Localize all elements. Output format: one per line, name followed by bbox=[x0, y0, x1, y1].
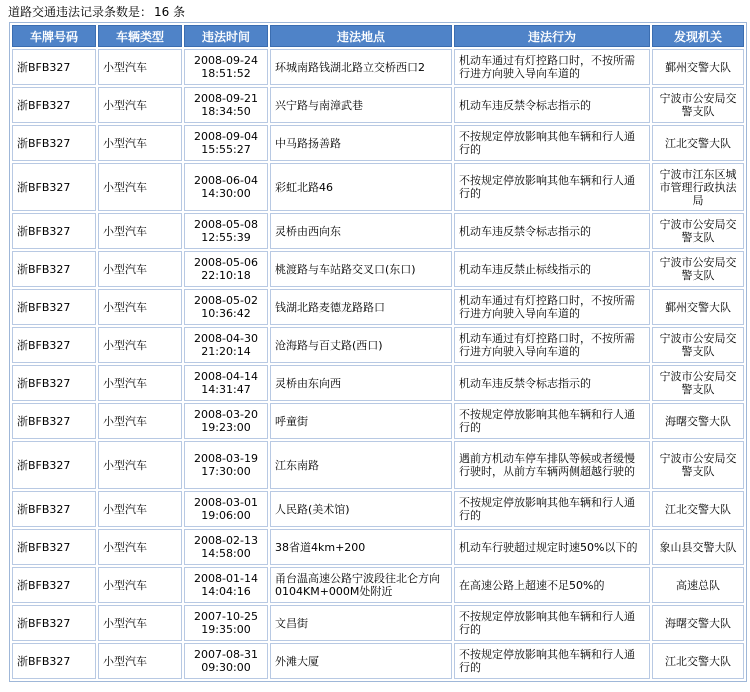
table-header-row bbox=[12, 25, 744, 47]
summary-label: 道路交通违法记录条数是： bbox=[8, 5, 153, 19]
cell-violation-time bbox=[184, 567, 268, 603]
cell-plate bbox=[12, 327, 96, 363]
cell-violation-act bbox=[454, 491, 650, 527]
cell-violation-place-place: 桃渡路与车站路交叉口(东口) bbox=[275, 262, 416, 276]
cell-violation-place bbox=[270, 49, 452, 85]
cell-violation-act bbox=[454, 567, 650, 603]
cell-plate bbox=[12, 163, 96, 211]
cell-vehicle-type-type: 小型汽车 bbox=[103, 136, 147, 150]
cell-violation-time bbox=[184, 251, 268, 287]
cell-violation-place bbox=[270, 125, 452, 161]
cell-vehicle-type bbox=[98, 643, 182, 679]
cell-violation-place-place: 文昌街 bbox=[275, 616, 308, 630]
cell-authority-org: 江北交警大队 bbox=[665, 502, 731, 516]
cell-plate-plate: 浙BFB327 bbox=[17, 98, 71, 112]
cell-plate bbox=[12, 49, 96, 85]
cell-authority-org: 鄞州交警大队 bbox=[665, 60, 731, 74]
cell-violation-place-place: 钱湖北路麦德龙路路口 bbox=[275, 300, 385, 314]
cell-violation-place-place: 灵桥由西向东 bbox=[275, 224, 341, 238]
cell-violation-time-time: 14:04:16 bbox=[201, 585, 251, 598]
cell-vehicle-type bbox=[98, 441, 182, 489]
cell-violation-place-place: 甬台温高速公路宁波段往北仑方向0104KM+000M处附近 bbox=[275, 572, 440, 598]
cell-violation-time-time: 21:20:14 bbox=[201, 345, 251, 358]
cell-plate bbox=[12, 125, 96, 161]
cell-violation-act-act: 机动车违反禁令标志指示的 bbox=[459, 376, 591, 390]
cell-plate-plate: 浙BFB327 bbox=[17, 458, 71, 472]
cell-violation-place-place: 彩虹北路46 bbox=[275, 180, 333, 194]
cell-violation-time bbox=[184, 643, 268, 679]
cell-vehicle-type-type: 小型汽车 bbox=[103, 578, 147, 592]
cell-plate-plate: 浙BFB327 bbox=[17, 578, 71, 592]
table-row bbox=[12, 327, 744, 363]
cell-authority bbox=[652, 567, 744, 603]
cell-vehicle-type bbox=[98, 567, 182, 603]
cell-violation-place bbox=[270, 365, 452, 401]
cell-plate-plate: 浙BFB327 bbox=[17, 300, 71, 314]
cell-violation-time-date: 2008-02-13 bbox=[194, 534, 258, 547]
cell-violation-place-place: 中马路扬善路 bbox=[275, 136, 341, 150]
cell-violation-time-time: 14:58:00 bbox=[201, 547, 251, 560]
cell-vehicle-type bbox=[98, 529, 182, 565]
cell-authority-org: 海曙交警大队 bbox=[665, 616, 731, 630]
cell-violation-time-date: 2008-09-04 bbox=[194, 130, 258, 143]
cell-violation-time bbox=[184, 605, 268, 641]
cell-violation-place-place: 外滩大厦 bbox=[275, 654, 319, 668]
cell-violation-place bbox=[270, 327, 452, 363]
cell-vehicle-type bbox=[98, 365, 182, 401]
cell-violation-act-act: 机动车通过有灯控路口时，不按所需行进方向驶入导向车道的 bbox=[459, 294, 635, 320]
cell-violation-act bbox=[454, 365, 650, 401]
cell-plate-plate: 浙BFB327 bbox=[17, 616, 71, 630]
cell-violation-time-time: 22:10:18 bbox=[201, 269, 251, 282]
cell-violation-time-date: 2008-05-08 bbox=[194, 218, 258, 231]
cell-plate-plate: 浙BFB327 bbox=[17, 376, 71, 390]
table-row bbox=[12, 365, 744, 401]
cell-vehicle-type-type: 小型汽车 bbox=[103, 458, 147, 472]
cell-vehicle-type-type: 小型汽车 bbox=[103, 224, 147, 238]
cell-violation-time-date: 2007-08-31 bbox=[194, 648, 258, 661]
cell-violation-time-date: 2008-06-04 bbox=[194, 174, 258, 187]
cell-violation-act bbox=[454, 125, 650, 161]
table-row bbox=[12, 403, 744, 439]
cell-authority bbox=[652, 529, 744, 565]
cell-violation-place bbox=[270, 529, 452, 565]
table-row bbox=[12, 163, 744, 211]
cell-plate-plate: 浙BFB327 bbox=[17, 338, 71, 352]
cell-violation-place-place: 沧海路与百丈路(西口) bbox=[275, 338, 383, 352]
cell-violation-time-time: 14:30:00 bbox=[201, 187, 251, 200]
cell-violation-time-date: 2008-05-06 bbox=[194, 256, 258, 269]
table-row bbox=[12, 125, 744, 161]
cell-vehicle-type-type: 小型汽车 bbox=[103, 98, 147, 112]
cell-plate bbox=[12, 403, 96, 439]
cell-authority bbox=[652, 49, 744, 85]
cell-authority bbox=[652, 125, 744, 161]
table-row bbox=[12, 567, 744, 603]
cell-vehicle-type-type: 小型汽车 bbox=[103, 180, 147, 194]
cell-vehicle-type bbox=[98, 491, 182, 527]
cell-violation-place-place: 38省道4km+200 bbox=[275, 540, 366, 554]
cell-violation-time-time: 18:51:52 bbox=[201, 67, 251, 80]
cell-plate-plate: 浙BFB327 bbox=[17, 540, 71, 554]
cell-authority bbox=[652, 251, 744, 287]
cell-violation-act-act: 遇前方机动车停车排队等候或者缓慢行驶时，从前方车辆两侧超越行驶的 bbox=[459, 452, 635, 478]
cell-violation-place bbox=[270, 567, 452, 603]
cell-violation-act-act: 不按规定停放影响其他车辆和行人通行的 bbox=[459, 130, 635, 156]
cell-vehicle-type bbox=[98, 327, 182, 363]
cell-authority bbox=[652, 441, 744, 489]
cell-violation-time-time: 10:36:42 bbox=[201, 307, 251, 320]
cell-violation-act-act: 不按规定停放影响其他车辆和行人通行的 bbox=[459, 496, 635, 522]
cell-vehicle-type-type: 小型汽车 bbox=[103, 338, 147, 352]
header-vehicle-type: 车辆类型 bbox=[98, 25, 182, 47]
cell-violation-time bbox=[184, 213, 268, 249]
cell-vehicle-type bbox=[98, 125, 182, 161]
cell-plate-plate: 浙BFB327 bbox=[17, 224, 71, 238]
cell-violation-time-date: 2007-10-25 bbox=[194, 610, 258, 623]
cell-plate bbox=[12, 251, 96, 287]
cell-authority bbox=[652, 289, 744, 325]
cell-violation-time-time: 17:30:00 bbox=[201, 465, 251, 478]
cell-violation-time bbox=[184, 491, 268, 527]
cell-plate-plate: 浙BFB327 bbox=[17, 654, 71, 668]
cell-violation-time bbox=[184, 163, 268, 211]
cell-violation-place bbox=[270, 491, 452, 527]
cell-authority-org: 江北交警大队 bbox=[665, 136, 731, 150]
summary-count: 16 条 bbox=[154, 5, 186, 19]
header-violation-act: 违法行为 bbox=[454, 25, 650, 47]
cell-violation-place-place: 呼童街 bbox=[275, 414, 308, 428]
cell-violation-place bbox=[270, 605, 452, 641]
cell-vehicle-type bbox=[98, 87, 182, 123]
cell-violation-act-act: 机动车行驶超过规定时速50%以下的 bbox=[459, 540, 638, 554]
cell-violation-place-place: 江东南路 bbox=[275, 458, 319, 472]
cell-vehicle-type bbox=[98, 251, 182, 287]
cell-vehicle-type-type: 小型汽车 bbox=[103, 414, 147, 428]
cell-violation-act bbox=[454, 87, 650, 123]
cell-violation-time bbox=[184, 289, 268, 325]
cell-plate-plate: 浙BFB327 bbox=[17, 414, 71, 428]
cell-violation-time bbox=[184, 125, 268, 161]
cell-vehicle-type-type: 小型汽车 bbox=[103, 654, 147, 668]
cell-plate bbox=[12, 529, 96, 565]
header-plate: 车牌号码 bbox=[12, 25, 96, 47]
cell-vehicle-type bbox=[98, 403, 182, 439]
cell-violation-time-time: 19:35:00 bbox=[201, 623, 251, 636]
cell-authority-org: 象山县交警大队 bbox=[659, 540, 737, 554]
cell-plate bbox=[12, 289, 96, 325]
header-violation-time: 违法时间 bbox=[184, 25, 268, 47]
cell-plate-plate: 浙BFB327 bbox=[17, 262, 71, 276]
cell-vehicle-type bbox=[98, 289, 182, 325]
cell-violation-time-time: 15:55:27 bbox=[201, 143, 251, 156]
cell-plate-plate: 浙BFB327 bbox=[17, 136, 71, 150]
cell-violation-act bbox=[454, 251, 650, 287]
cell-vehicle-type-type: 小型汽车 bbox=[103, 616, 147, 630]
cell-violation-time-time: 19:23:00 bbox=[201, 421, 251, 434]
cell-violation-time-date: 2008-09-21 bbox=[194, 92, 258, 105]
cell-violation-time-date: 2008-04-30 bbox=[194, 332, 258, 345]
cell-violation-act-act: 机动车违反禁令标志指示的 bbox=[459, 224, 591, 238]
cell-violation-time-date: 2008-04-14 bbox=[194, 370, 258, 383]
table-row bbox=[12, 441, 744, 489]
cell-violation-act bbox=[454, 643, 650, 679]
cell-vehicle-type-type: 小型汽车 bbox=[103, 540, 147, 554]
cell-plate bbox=[12, 213, 96, 249]
cell-vehicle-type bbox=[98, 163, 182, 211]
cell-violation-time-time: 14:31:47 bbox=[201, 383, 251, 396]
cell-plate-plate: 浙BFB327 bbox=[17, 60, 71, 74]
table-row bbox=[12, 213, 744, 249]
cell-violation-place bbox=[270, 403, 452, 439]
cell-authority-org: 宁波市江东区城市管理行政执法局 bbox=[659, 167, 737, 207]
cell-violation-time-date: 2008-03-01 bbox=[194, 496, 258, 509]
header-violation-place: 违法地点 bbox=[270, 25, 452, 47]
cell-authority bbox=[652, 213, 744, 249]
cell-vehicle-type-type: 小型汽车 bbox=[103, 376, 147, 390]
table-row bbox=[12, 87, 744, 123]
table-row bbox=[12, 49, 744, 85]
cell-violation-time-date: 2008-03-19 bbox=[194, 452, 258, 465]
table-row bbox=[12, 289, 744, 325]
cell-authority-org: 宁波市公安局交警支队 bbox=[659, 92, 737, 118]
cell-violation-time-time: 12:55:39 bbox=[201, 231, 251, 244]
cell-violation-act bbox=[454, 605, 650, 641]
cell-plate bbox=[12, 491, 96, 527]
cell-violation-place bbox=[270, 289, 452, 325]
cell-violation-place bbox=[270, 87, 452, 123]
cell-violation-time bbox=[184, 327, 268, 363]
cell-violation-act-act: 在高速公路上超速不足50%的 bbox=[459, 578, 605, 592]
cell-violation-time-time: 19:06:00 bbox=[201, 509, 251, 522]
table-row bbox=[12, 605, 744, 641]
cell-plate bbox=[12, 441, 96, 489]
cell-authority-org: 江北交警大队 bbox=[665, 654, 731, 668]
cell-violation-place bbox=[270, 643, 452, 679]
cell-violation-place-place: 环城南路钱湖北路立交桥西口2 bbox=[275, 60, 425, 74]
cell-violation-place-place: 灵桥由东向西 bbox=[275, 376, 341, 390]
cell-authority-org: 宁波市公安局交警支队 bbox=[659, 218, 737, 244]
cell-violation-act bbox=[454, 289, 650, 325]
cell-violation-act-act: 不按规定停放影响其他车辆和行人通行的 bbox=[459, 408, 635, 434]
cell-authority-org: 高速总队 bbox=[676, 578, 720, 592]
table-row bbox=[12, 643, 744, 679]
cell-authority-org: 宁波市公安局交警支队 bbox=[659, 256, 737, 282]
record-count-summary bbox=[8, 4, 185, 20]
table-row bbox=[12, 491, 744, 527]
cell-plate bbox=[12, 567, 96, 603]
cell-violation-act bbox=[454, 49, 650, 85]
cell-authority bbox=[652, 403, 744, 439]
cell-violation-place bbox=[270, 441, 452, 489]
cell-violation-time bbox=[184, 49, 268, 85]
cell-plate bbox=[12, 365, 96, 401]
cell-violation-act bbox=[454, 213, 650, 249]
cell-plate-plate: 浙BFB327 bbox=[17, 502, 71, 516]
violations-table bbox=[9, 22, 747, 682]
header-authority: 发现机关 bbox=[652, 25, 744, 47]
cell-violation-act bbox=[454, 529, 650, 565]
cell-authority bbox=[652, 163, 744, 211]
table-row bbox=[12, 251, 744, 287]
cell-violation-place bbox=[270, 163, 452, 211]
cell-violation-time bbox=[184, 403, 268, 439]
cell-vehicle-type bbox=[98, 605, 182, 641]
cell-violation-time-date: 2008-05-02 bbox=[194, 294, 258, 307]
cell-violation-place-place: 兴宁路与南漳武巷 bbox=[275, 98, 363, 112]
cell-violation-act-act: 机动车通过有灯控路口时，不按所需行进方向驶入导向车道的 bbox=[459, 54, 635, 80]
cell-authority bbox=[652, 605, 744, 641]
cell-authority-org: 鄞州交警大队 bbox=[665, 300, 731, 314]
cell-violation-time bbox=[184, 441, 268, 489]
cell-violation-act-act: 机动车违反禁令标志指示的 bbox=[459, 98, 591, 112]
cell-plate bbox=[12, 643, 96, 679]
cell-violation-act-act: 不按规定停放影响其他车辆和行人通行的 bbox=[459, 174, 635, 200]
cell-vehicle-type-type: 小型汽车 bbox=[103, 300, 147, 314]
cell-violation-act bbox=[454, 163, 650, 211]
cell-violation-act-act: 机动车通过有灯控路口时，不按所需行进方向驶入导向车道的 bbox=[459, 332, 635, 358]
cell-violation-time-time: 18:34:50 bbox=[201, 105, 251, 118]
cell-violation-time-time: 09:30:00 bbox=[201, 661, 251, 674]
cell-authority-org: 宁波市公安局交警支队 bbox=[659, 370, 737, 396]
cell-violation-act bbox=[454, 403, 650, 439]
table-row bbox=[12, 529, 744, 565]
cell-authority-org: 宁波市公安局交警支队 bbox=[659, 452, 737, 478]
cell-vehicle-type-type: 小型汽车 bbox=[103, 60, 147, 74]
cell-plate bbox=[12, 87, 96, 123]
cell-violation-act-act: 不按规定停放影响其他车辆和行人通行的 bbox=[459, 648, 635, 674]
cell-violation-place-place: 人民路(美术馆) bbox=[275, 502, 350, 516]
cell-violation-time bbox=[184, 365, 268, 401]
cell-violation-time bbox=[184, 529, 268, 565]
cell-violation-act-act: 机动车违反禁止标线指示的 bbox=[459, 262, 591, 276]
cell-plate bbox=[12, 605, 96, 641]
cell-violation-time-date: 2008-01-14 bbox=[194, 572, 258, 585]
cell-authority bbox=[652, 87, 744, 123]
cell-violation-act bbox=[454, 441, 650, 489]
cell-violation-place bbox=[270, 213, 452, 249]
cell-plate-plate: 浙BFB327 bbox=[17, 180, 71, 194]
cell-authority bbox=[652, 327, 744, 363]
cell-violation-time-date: 2008-09-24 bbox=[194, 54, 258, 67]
cell-violation-place bbox=[270, 251, 452, 287]
cell-vehicle-type-type: 小型汽车 bbox=[103, 262, 147, 276]
cell-vehicle-type bbox=[98, 49, 182, 85]
cell-violation-time bbox=[184, 87, 268, 123]
cell-authority-org: 宁波市公安局交警支队 bbox=[659, 332, 737, 358]
cell-authority bbox=[652, 365, 744, 401]
cell-authority-org: 海曙交警大队 bbox=[665, 414, 731, 428]
cell-violation-act bbox=[454, 327, 650, 363]
cell-vehicle-type-type: 小型汽车 bbox=[103, 502, 147, 516]
cell-violation-act-act: 不按规定停放影响其他车辆和行人通行的 bbox=[459, 610, 635, 636]
cell-vehicle-type bbox=[98, 213, 182, 249]
cell-violation-time-date: 2008-03-20 bbox=[194, 408, 258, 421]
cell-authority bbox=[652, 643, 744, 679]
cell-authority bbox=[652, 491, 744, 527]
